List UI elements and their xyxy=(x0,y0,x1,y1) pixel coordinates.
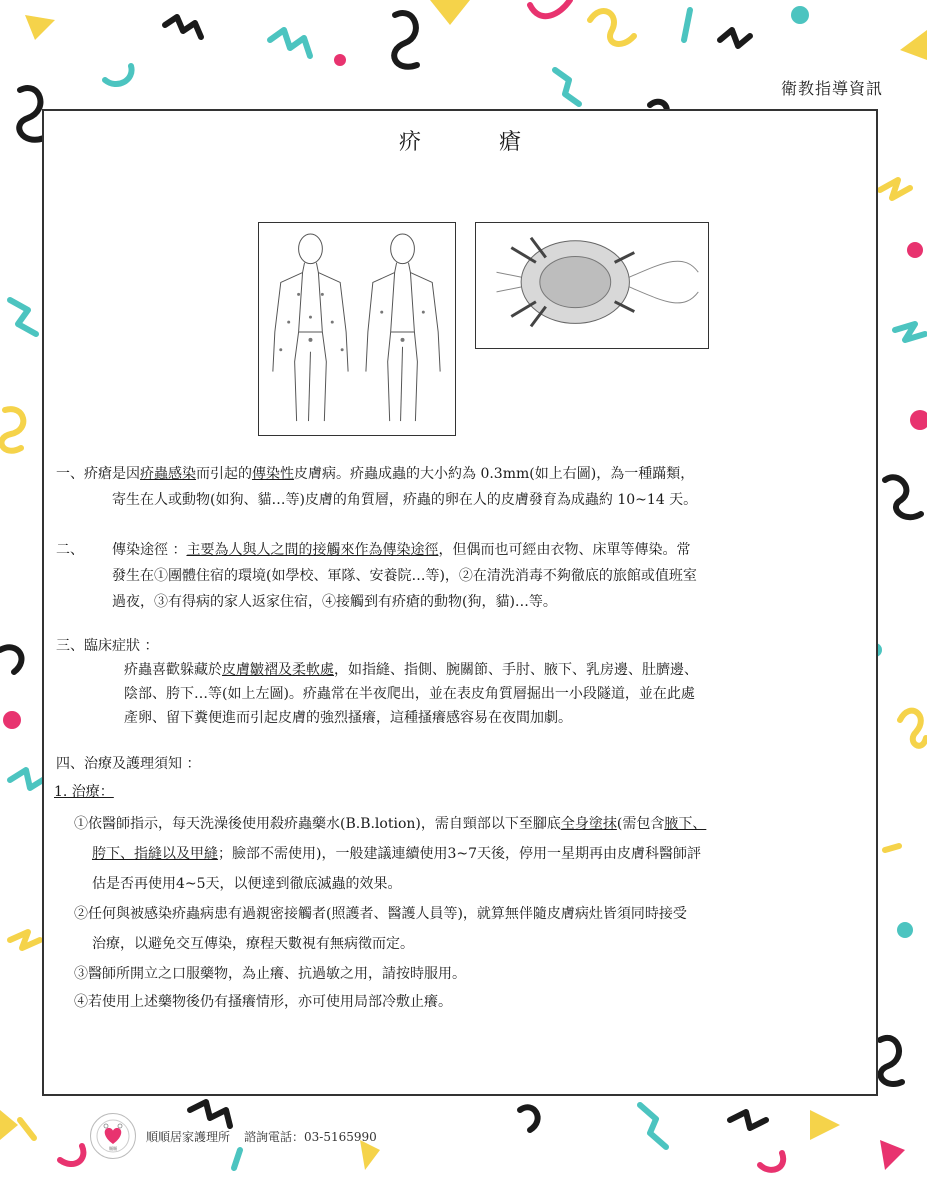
section-1-text-c: 而引起的 xyxy=(196,466,252,482)
treatment-item-1-line-3: 估是否再使用4~5天，以便達到徹底滅蟲的效果。 xyxy=(92,876,402,892)
section-4-subheading: 1. 治療： xyxy=(54,784,114,800)
section-2 xyxy=(56,537,866,563)
section-2-line-3: 過夜，③有得病的家人返家住宿，④接觸到有疥瘡的動物(狗，貓)…等。 xyxy=(112,594,557,610)
section-2-text-a: 傳染途徑 ： xyxy=(112,542,187,558)
section-3-line-1 xyxy=(124,657,869,683)
scabies-mite-figure xyxy=(476,223,708,348)
section-2-underline: 主要為人與人之間的接觸來作為傳染途徑 xyxy=(186,542,439,558)
logo-text: 順順 xyxy=(109,1146,117,1151)
clinic-logo xyxy=(90,1113,136,1159)
section-1-text-e: 皮膚病。疥蟲成蟲的大小約為 0.3mm(如上右圖)，為一種蹣類， xyxy=(294,466,695,482)
treatment-item-1 xyxy=(74,809,874,839)
page-title: 疥瘡 xyxy=(398,130,599,155)
section-4-sub xyxy=(54,779,114,805)
section-3-text-a: 疥蟲喜歡躲藏於 xyxy=(124,662,222,678)
footer xyxy=(90,1113,377,1159)
treatment-item-2-line-2: 治療，以避免交互傳染，療程天數視有無病徵而定。 xyxy=(92,936,414,952)
header-tag: 衛教指導資訊 xyxy=(779,76,885,99)
section-3-line-3: 產卵、留下糞便進而引起皮膚的強烈搔癢，這種搔癢感容易在夜間加劇。 xyxy=(124,710,572,726)
section-1-underline-a: 疥蟲感染 xyxy=(140,466,196,482)
section-3-underline: 皮膚皺褶及柔軟處 xyxy=(222,662,334,678)
item-1-text-f: ；臉部不需使用)，一般建議連續使用3~7天後，停用一星期再由皮膚科醫師評 xyxy=(218,846,702,862)
treatment-item-3: ③醫師所開立之口服藥物，為止癢、抗過敏之用，請按時服用。 xyxy=(74,966,466,982)
section-1 xyxy=(56,461,866,487)
heart-logo-icon xyxy=(95,1118,131,1154)
human-body-figure xyxy=(259,223,455,435)
treatment-item-2: ②任何與被感染疥蟲病患有過親密接觸者(照護者、醫護人員等)，就算無伴隨皮膚病灶皆須同時接受 xyxy=(74,906,687,922)
section-2-text-c: ，但偶而也可經由衣物、床單等傳染。常 xyxy=(438,542,691,558)
footer-text xyxy=(146,1128,377,1145)
section-3-text-c: ，如指縫、指側、腕關節、手肘、腋下、乳房邊、肚臍邊、 xyxy=(334,662,698,678)
section-2-line-2: 發生在①團體住宿的環境(如學校、軍隊、安養院…等)，②在清洗消毒不夠徹底的旅館或值班室 xyxy=(112,568,697,584)
section-4-heading: 四、治療及護理須知 ： xyxy=(56,756,201,772)
content-box xyxy=(42,109,878,1096)
section-1-underline-b: 傳染性 xyxy=(252,466,294,482)
section-2-prefix: 二、 xyxy=(56,542,84,558)
item-1-underline-b: 腋下、 xyxy=(664,816,707,832)
item-1-text-a: ①依醫師指示，每天洗澡後使用殺疥蟲藥水(B.B.lotion)，需自頸部以下至腳底 xyxy=(74,816,561,832)
section-1-prefix: 一、 xyxy=(56,466,84,482)
mite-illustration xyxy=(475,222,709,349)
treatment-item-1-line-2 xyxy=(92,839,882,869)
section-3-line-2: 陰部、胯下…等(如上左圖)。疥蟲常在半夜爬出，並在表皮角質層掘出一小段隧道，並在此處 xyxy=(124,686,695,702)
section-1-text-a: 疥瘡是因 xyxy=(84,466,140,482)
treatment-item-4: ④若使用上述藥物後仍有搔癢情形，亦可使用局部冷敷止癢。 xyxy=(74,994,452,1010)
item-1-underline-c: 胯下、指縫以及甲縫 xyxy=(92,846,218,862)
item-1-underline-a: 全身塗抹 xyxy=(560,816,617,832)
org-name: 順順居家護理所 xyxy=(146,1129,231,1144)
section-1-line-2: 寄生在人或動物(如狗、貓…等)皮膚的角質層，疥蟲的卵在人的皮膚發育為成蟲約 10~14 天。 xyxy=(112,492,698,508)
body-illustration xyxy=(258,222,456,436)
item-1-text-c: (需包含 xyxy=(616,816,665,832)
phone-number: 諮詢電話：03-5165990 xyxy=(244,1129,377,1144)
section-3-heading: 三、臨床症狀 ： xyxy=(56,638,159,654)
